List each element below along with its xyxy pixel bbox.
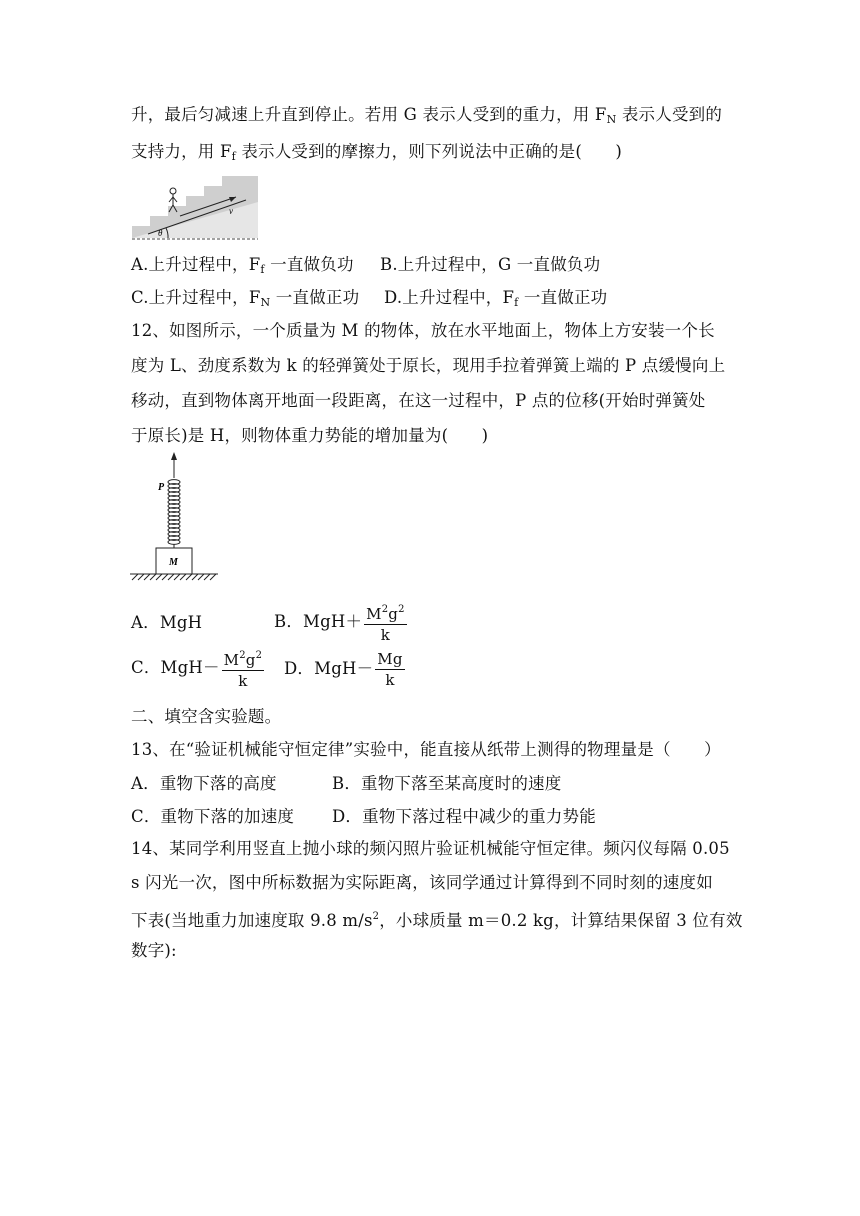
subscript: f (260, 263, 265, 276)
point-p-label: P (158, 482, 165, 493)
numerator: Mg (377, 649, 403, 668)
q11-option-a (131, 254, 380, 281)
text: 升，最后匀减速上升直到停止。若用 G 表示人受到的重力，用 F (131, 105, 607, 124)
subscript: N (606, 113, 617, 126)
q13-option-d: D．重物下落过程中减少的重力势能 (332, 807, 596, 826)
fraction (375, 649, 404, 690)
q11-options-row-1 (131, 254, 600, 281)
q13-option-b: B．重物下落至某高度时的速度 (332, 774, 562, 793)
q12-option-d (284, 648, 407, 690)
q12-options-row-2 (131, 646, 407, 691)
denominator: k (385, 670, 395, 689)
q12-stem-line-4: 于原长)是 H，则物体重力势能的增加量为( ) (131, 426, 489, 445)
fraction (364, 600, 407, 645)
superscript: 2 (398, 604, 405, 615)
superscript: 2 (381, 604, 389, 615)
text: 一直做负功 (264, 255, 354, 274)
q13-options-row-2 (131, 806, 596, 828)
q11-option-c (131, 287, 384, 314)
velocity-label: v (229, 206, 233, 216)
superscript: 2 (372, 911, 380, 922)
text: M (223, 651, 240, 669)
numerator (222, 646, 265, 671)
text: B．MgH＋ (274, 612, 363, 631)
text: 支持力，用 F (131, 142, 232, 161)
block-m-label: M (169, 557, 178, 568)
q11-option-d (384, 287, 607, 314)
text: 下表(当地重力加速度取 9.8 m/s (131, 911, 373, 930)
superscript: 2 (255, 650, 263, 661)
spring-coils (168, 480, 180, 548)
text: 表示人受到的 (616, 105, 723, 124)
q12-options-row-1 (131, 600, 409, 645)
subscript: f (514, 296, 519, 309)
q14-stem-line-4: 数字): (131, 941, 177, 960)
q13-option-a: A．重物下落的高度 (131, 774, 277, 793)
text: C．MgH－ (131, 658, 220, 677)
angle-label: θ (158, 228, 163, 238)
q12-stem-line-2: 度为 L、劲度系数为 k 的轻弹簧处于原长，现用手拉着弹簧上端的 P 点缓慢向上 (131, 356, 726, 375)
fraction (222, 646, 265, 691)
text: M (366, 605, 382, 623)
text: ，小球质量 m＝0.2 kg，计算结果保留 3 位有效 (379, 911, 743, 930)
spring-block-figure (126, 450, 222, 584)
q11-options-row-2 (131, 287, 607, 314)
text: 表示人受到的摩擦力，则下列说法中正确的是( ) (235, 142, 622, 161)
subscript: f (231, 150, 236, 163)
q13-stem: 13、在“验证机械能守恒定律”实验中，能直接从纸带上测得的物理量是（ ） (131, 740, 721, 759)
denominator: k (380, 626, 391, 644)
escalator-figure (128, 172, 268, 244)
denominator: k (238, 672, 248, 690)
q12-option-b (274, 600, 409, 645)
text: A.上升过程中，F (131, 255, 261, 274)
q14-stem-line-1: 14、某同学利用竖直上抛小球的频闪照片验证机械能守恒定律。频闪仪每隔 0.05 (131, 839, 730, 858)
q11-option-b: B.上升过程中，G 一直做负功 (380, 255, 601, 274)
q14-stem-line-2: s 闪光一次，图中所标数据为实际距离，该同学通过计算得到不同时刻的速度如 (131, 873, 713, 892)
q11-stem-line-2 (131, 141, 622, 168)
q12-stem-line-1: 12、如图所示，一个质量为 M 的物体，放在水平地面上，物体上方安装一个长 (131, 321, 715, 340)
ground-hatch (132, 574, 216, 580)
text: D．MgH－ (284, 658, 374, 678)
q12-option-c (131, 646, 284, 691)
q12-stem-line-3: 移动，直到物体离开地面一段距离，在这一过程中，P 点的位移(开始时弹簧处 (131, 391, 706, 410)
text: C.上升过程中，F (131, 288, 261, 307)
text: g (245, 651, 256, 669)
q12-option-a: A．MgH (131, 612, 203, 632)
numerator (364, 600, 407, 625)
q13-option-c: C．重物下落的加速度 (131, 807, 295, 826)
section-title: 二、填空含实验题。 (131, 707, 282, 726)
text: D.上升过程中，F (384, 288, 515, 307)
q13-options-row-1 (131, 773, 561, 795)
text: 一直做正功 (270, 288, 360, 307)
superscript: 2 (239, 650, 246, 661)
subscript: N (260, 296, 271, 309)
q14-stem-line-3 (131, 906, 743, 932)
text: 一直做正功 (518, 288, 608, 307)
q11-stem-line-1 (131, 104, 722, 131)
text: g (388, 605, 399, 623)
